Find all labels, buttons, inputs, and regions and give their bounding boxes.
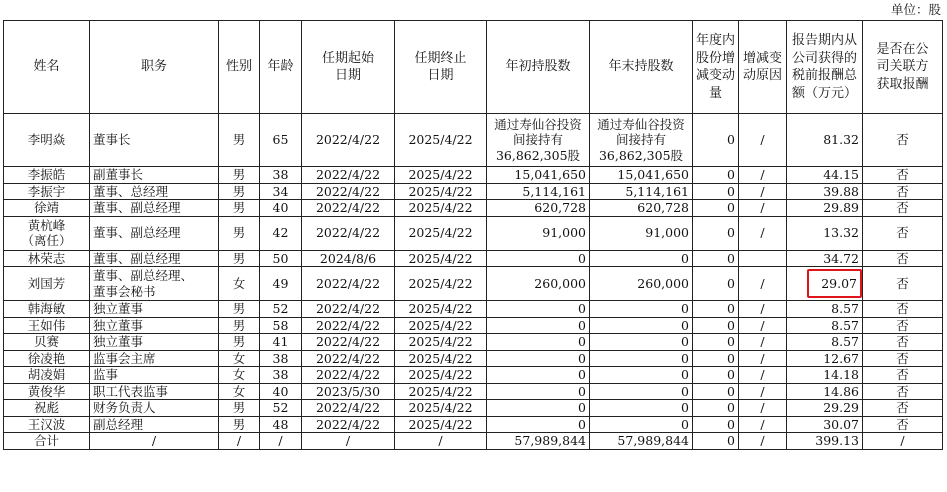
cell-term-end: 2025/4/22 [395,416,487,433]
table-row [4,400,943,417]
cell-share-change: 0 [693,433,739,450]
cell-shares-end: 0 [590,383,693,400]
cell-change-reason: / [739,267,787,301]
cell-pretax-pay: 12.67 [787,350,863,367]
cell-related-party-pay: 否 [863,383,943,400]
cell-gender: 男 [219,301,260,318]
cell-shares-end: 0 [590,416,693,433]
cell-term-start: 2022/4/22 [302,183,395,200]
cell-shares-end: 通过寿仙谷投资间接持有36,862,305股 [590,114,693,167]
unit-label: 单位：股 [890,2,941,17]
cell-pretax-pay: 29.29 [787,400,863,417]
cell-name: 王汉波 [4,416,90,433]
cell-term-end: / [395,433,487,450]
cell-term-start: 2022/4/22 [302,167,395,184]
cell-shares-end: 0 [590,367,693,384]
cell-name: 韩海敏 [4,301,90,318]
header-related-party-pay: 是否在公司关联方获取报酬 [863,21,943,114]
cell-related-party-pay: 否 [863,334,943,351]
cell-shares-end: 91,000 [590,216,693,250]
header-term-end: 任期终止日期 [395,21,487,114]
cell-age: 34 [260,183,302,200]
header-share-change: 年度内股份增减变动量 [693,21,739,114]
cell-change-reason: / [739,416,787,433]
cell-position: 监事 [90,367,219,384]
cell-position: 财务负责人 [90,400,219,417]
cell-change-reason: / [739,367,787,384]
cell-age: 40 [260,200,302,217]
cell-term-start: 2022/4/22 [302,334,395,351]
cell-shares-begin: 0 [487,367,590,384]
cell-age: 41 [260,334,302,351]
cell-age: 52 [260,301,302,318]
cell-gender: 男 [219,183,260,200]
cell-term-end: 2025/4/22 [395,400,487,417]
cell-age: 38 [260,167,302,184]
cell-related-party-pay: 否 [863,367,943,384]
header-change-reason: 增减变动原因 [739,21,787,114]
cell-term-end: 2025/4/22 [395,200,487,217]
cell-position: 独立董事 [90,334,219,351]
cell-age: 52 [260,400,302,417]
table-row [4,250,943,267]
cell-change-reason: / [739,334,787,351]
table-row [4,216,943,250]
cell-pretax-pay: 14.18 [787,367,863,384]
cell-term-start: 2022/4/22 [302,400,395,417]
cell-shares-begin: 260,000 [487,267,590,301]
cell-shares-end: 260,000 [590,267,693,301]
cell-related-party-pay: 否 [863,267,943,301]
cell-share-change: 0 [693,114,739,167]
cell-pretax-pay: 44.15 [787,167,863,184]
cell-share-change: 0 [693,383,739,400]
cell-name: 李明焱 [4,114,90,167]
table-row [4,114,943,167]
cell-pretax-pay: 34.72 [787,250,863,267]
cell-name: 黄俊华 [4,383,90,400]
cell-term-end: 2025/4/22 [395,114,487,167]
cell-gender: 女 [219,350,260,367]
header-shares-begin: 年初持股数 [487,21,590,114]
header-gender: 性别 [219,21,260,114]
cell-name: 李振皓 [4,167,90,184]
cell-related-party-pay: 否 [863,250,943,267]
cell-shares-end: 0 [590,317,693,334]
cell-pretax-pay-highlighted [787,267,863,301]
header-row [4,21,943,114]
cell-name: 黄杭峰（离任） [4,216,90,250]
cell-related-party-pay: 否 [863,167,943,184]
cell-related-party-pay: 否 [863,350,943,367]
cell-shares-end: 0 [590,301,693,318]
table-row [4,301,943,318]
header-name: 姓名 [4,21,90,114]
cell-shares-begin: 0 [487,400,590,417]
cell-shares-end: 0 [590,334,693,351]
cell-term-start: / [302,433,395,450]
cell-pretax-pay: 39.88 [787,183,863,200]
cell-term-start: 2022/4/22 [302,216,395,250]
cell-age: 38 [260,350,302,367]
cell-shares-end: 0 [590,250,693,267]
cell-shares-end: 0 [590,400,693,417]
cell-term-end: 2025/4/22 [395,301,487,318]
cell-term-end: 2025/4/22 [395,216,487,250]
cell-age: / [260,433,302,450]
cell-age: 40 [260,383,302,400]
cell-term-start: 2022/4/22 [302,301,395,318]
cell-name: 徐凌艳 [4,350,90,367]
cell-gender: 女 [219,367,260,384]
cell-related-party-pay: 否 [863,400,943,417]
header-position: 职务 [90,21,219,114]
cell-related-party-pay: 否 [863,317,943,334]
cell-change-reason: / [739,350,787,367]
table-row [4,200,943,217]
cell-share-change: 0 [693,367,739,384]
cell-gender: 男 [219,114,260,167]
cell-share-change: 0 [693,400,739,417]
cell-change-reason: / [739,433,787,450]
cell-pretax-pay: 13.32 [787,216,863,250]
table-row [4,367,943,384]
cell-share-change: 0 [693,267,739,301]
cell-gender: 男 [219,400,260,417]
table-row [4,183,943,200]
cell-position: 副总经理 [90,416,219,433]
cell-position: 独立董事 [90,317,219,334]
cell-share-change: 0 [693,200,739,217]
cell-change-reason: / [739,114,787,167]
cell-name: 徐靖 [4,200,90,217]
cell-pretax-pay: 8.57 [787,334,863,351]
cell-position: 独立董事 [90,301,219,318]
cell-change-reason: / [739,216,787,250]
cell-change-reason: / [739,183,787,200]
cell-name: 祝彪 [4,400,90,417]
cell-term-start: 2022/4/22 [302,350,395,367]
cell-related-party-pay: 否 [863,183,943,200]
cell-gender: 女 [219,267,260,301]
cell-position: 职工代表监事 [90,383,219,400]
cell-pretax-pay: 14.86 [787,383,863,400]
cell-shares-begin: 0 [487,383,590,400]
cell-shares-begin: 0 [487,301,590,318]
cell-term-end: 2025/4/22 [395,367,487,384]
cell-shares-end: 620,728 [590,200,693,217]
cell-gender: 男 [219,317,260,334]
cell-term-start: 2022/4/22 [302,317,395,334]
total-row [4,433,943,450]
cell-position: 董事、副总经理 [90,250,219,267]
cell-shares-end: 5,114,161 [590,183,693,200]
cell-related-party-pay: 否 [863,114,943,167]
cell-gender: 女 [219,383,260,400]
cell-age: 48 [260,416,302,433]
table-row [4,416,943,433]
cell-share-change: 0 [693,183,739,200]
cell-shares-begin: 5,114,161 [487,183,590,200]
cell-share-change: 0 [693,250,739,267]
cell-change-reason: / [739,400,787,417]
cell-term-start: 2022/4/22 [302,267,395,301]
cell-name: 胡凌娟 [4,367,90,384]
table-row [4,317,943,334]
cell-shares-begin: 620,728 [487,200,590,217]
cell-term-end: 2025/4/22 [395,317,487,334]
cell-pretax-pay: 81.32 [787,114,863,167]
cell-term-start: 2022/4/22 [302,200,395,217]
cell-gender: 男 [219,216,260,250]
cell-share-change: 0 [693,301,739,318]
cell-gender: / [219,433,260,450]
cell-change-reason: / [739,383,787,400]
cell-name: 王如伟 [4,317,90,334]
cell-age: 50 [260,250,302,267]
cell-related-party-pay: 否 [863,416,943,433]
table-row [4,267,943,301]
cell-related-party-pay: / [863,433,943,450]
cell-term-start: 2022/4/22 [302,416,395,433]
cell-gender: 男 [219,334,260,351]
cell-gender: 男 [219,167,260,184]
table-row [4,167,943,184]
cell-age: 38 [260,367,302,384]
cell-change-reason: / [739,317,787,334]
cell-name: 李振宇 [4,183,90,200]
table-row [4,334,943,351]
cell-position: 监事会主席 [90,350,219,367]
cell-age: 49 [260,267,302,301]
cell-gender: 男 [219,200,260,217]
cell-related-party-pay: 否 [863,216,943,250]
highlight-box: 29.07 [807,269,862,298]
cell-term-end: 2025/4/22 [395,183,487,200]
cell-share-change: 0 [693,216,739,250]
cell-change-reason: / [739,167,787,184]
cell-share-change: 0 [693,350,739,367]
cell-pretax-pay: 8.57 [787,301,863,318]
cell-position: 董事、副总经理、董事会秘书 [90,267,219,301]
cell-age: 58 [260,317,302,334]
cell-shares-begin: 57,989,844 [487,433,590,450]
executive-shareholding-table [3,20,943,450]
cell-name: 贝赛 [4,334,90,351]
cell-position: 副董事长 [90,167,219,184]
cell-share-change: 0 [693,167,739,184]
cell-share-change: 0 [693,416,739,433]
cell-pretax-pay: 8.57 [787,317,863,334]
cell-pretax-pay: 29.89 [787,200,863,217]
cell-term-end: 2025/4/22 [395,267,487,301]
table-row [4,350,943,367]
header-term-start: 任期起始日期 [302,21,395,114]
cell-position: 董事、总经理 [90,183,219,200]
cell-change-reason: / [739,200,787,217]
cell-related-party-pay: 否 [863,200,943,217]
cell-name: 林荣志 [4,250,90,267]
cell-term-end: 2025/4/22 [395,250,487,267]
cell-term-start: 2022/4/22 [302,114,395,167]
cell-term-start: 2023/5/30 [302,383,395,400]
cell-shares-begin: 0 [487,317,590,334]
cell-age: 65 [260,114,302,167]
cell-term-end: 2025/4/22 [395,383,487,400]
cell-shares-begin: 0 [487,416,590,433]
cell-term-end: 2025/4/22 [395,334,487,351]
cell-shares-end: 57,989,844 [590,433,693,450]
cell-share-change: 0 [693,317,739,334]
cell-shares-end: 15,041,650 [590,167,693,184]
cell-share-change: 0 [693,334,739,351]
table-row [4,383,943,400]
cell-shares-begin: 0 [487,334,590,351]
cell-shares-end: 0 [590,350,693,367]
cell-gender: 男 [219,250,260,267]
cell-term-start: 2022/4/22 [302,367,395,384]
cell-term-end: 2025/4/22 [395,350,487,367]
cell-pretax-pay: 30.07 [787,416,863,433]
cell-name: 刘国芳 [4,267,90,301]
cell-shares-begin: 通过寿仙谷投资间接持有36,862,305股 [487,114,590,167]
cell-age: 42 [260,216,302,250]
cell-position: 董事长 [90,114,219,167]
cell-shares-begin: 0 [487,250,590,267]
cell-shares-begin: 91,000 [487,216,590,250]
cell-position: / [90,433,219,450]
cell-pretax-pay: 399.13 [787,433,863,450]
cell-name: 合计 [4,433,90,450]
cell-term-start: 2024/8/6 [302,250,395,267]
cell-gender: 男 [219,416,260,433]
cell-change-reason [739,250,787,267]
cell-related-party-pay: 否 [863,301,943,318]
cell-shares-begin: 15,041,650 [487,167,590,184]
cell-term-end: 2025/4/22 [395,167,487,184]
header-pretax-pay: 报告期内从公司获得的税前报酬总额（万元） [787,21,863,114]
header-shares-end: 年末持股数 [590,21,693,114]
header-age: 年龄 [260,21,302,114]
cell-position: 董事、副总经理 [90,216,219,250]
cell-change-reason: / [739,301,787,318]
cell-position: 董事、副总经理 [90,200,219,217]
cell-shares-begin: 0 [487,350,590,367]
